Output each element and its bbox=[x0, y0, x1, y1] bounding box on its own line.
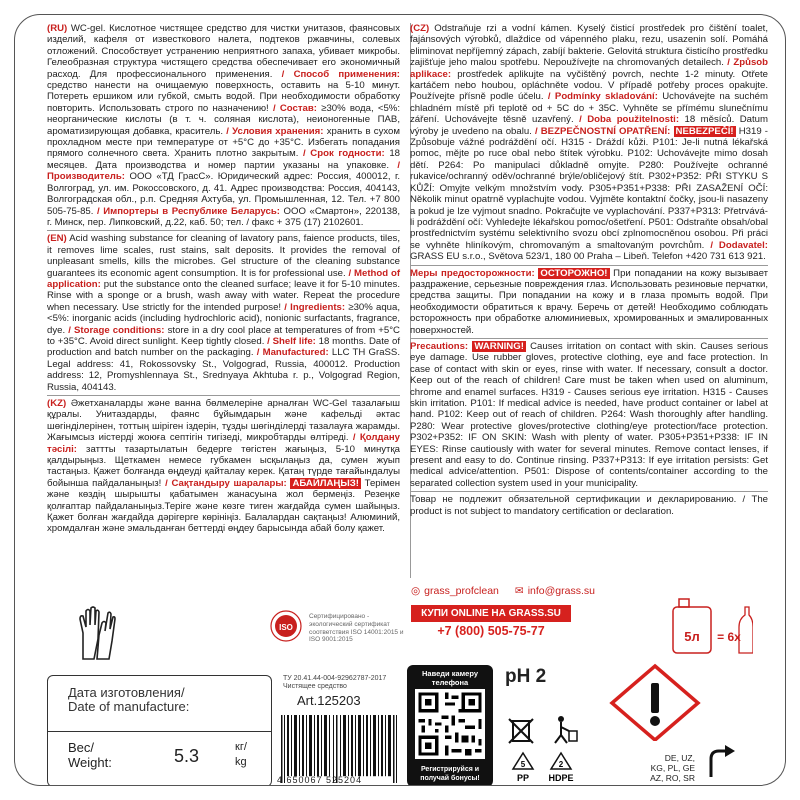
instagram-icon: ◎ bbox=[411, 585, 421, 597]
iso-certification-seal bbox=[269, 609, 303, 659]
weight-divider bbox=[48, 731, 271, 732]
recycling-marks bbox=[503, 705, 603, 785]
product-label bbox=[14, 14, 786, 786]
canister-to-bottles-icon bbox=[671, 597, 753, 655]
ru-precautions: Меры предосторожности: ОСТОРОЖНО! При попадании на кожу вызывает раздражение, серьезные повреждения глаз. Использовать резиновые перчатки, средства защиты. При попадании на кожу и в глаза промыть водой. При необходимости обратиться к врачу. Беречь от детей! Необходимо соблюдать осторожность при обработке алюминиевых, хромированных и эмалированных поверхностей. bbox=[410, 265, 768, 336]
hdpe-number: 2 bbox=[558, 760, 564, 769]
phone-number: +7 (800) 505-75-77 bbox=[437, 624, 545, 638]
barcode bbox=[277, 715, 407, 783]
tidy-man-icon bbox=[555, 716, 577, 743]
en-precautions: Precautions: WARNING! Causes irritation on contact with skin. Causes serious eye damage. Use rubber gloves, protective clothing, eye and face protection. In case of contact with skin or eyes, rinse with water. If necessary, consult a doctor. Keep out of the reach of children! Care must be taken when used on aluminum, chrome and enamel surfaces. H319 - Causes serious eye irritation. H315 - Causes skin irritation. P101: If medical advice is needed, have product container or label at hand. P102: Keep out of reach of children. P264: Wash thoroughly after handling. P280: Wear protective gloves/protective clothing/eye protection/face protection. P302+P352: IF ON SKIN: Wash with plenty of water. P305+P351+P338: IF IN EYES: Rinse cautiously with water for several minutes. Remove contact lenses, if present and easy to do. Continue rinsing. P337+P313: If eye irritation persists: Get medical advice/attention. P501: Dispose of contents/container according to the separated collection system used in your municipality. bbox=[410, 338, 768, 489]
en-section: (EN) Acid washing substance for cleaning of lavatory pans, faience products, tiles, it removes lime scales, rust stains, salt deposits. It provides the removal of unpleasant smells, kills the microbes. Gel structure of the cleaning substance guarantees its economic agent consumption. It is for professional use. / Method of application: put the substance onto the cleaned surface; leave it for 5-10 minutes. Rinse with a sponge or a brush, wash away with water. Repeat the procedure when necessary. Use strictly for the intended purpose! / Ingredients: ≥30% aqua, <5%: inorganic acids (including hydrochloric acid), nonionic surfactants, fragrance, dye. / Storage conditions: store in a dry cool place at temperatures of from +5°C to +35°C. Avoid direct sunlight. Keep tightly closed. / Shelf life: 18 months. Date of production and batch number on the packaging. / Manufactured: LLC TH GraSS. Legal address: 41, Rokossovsky St., Volgograd, Russia, 400012. Production address: 12, Promyshlennaya St., Srednyaya Akhtuba r. p., Volgograd Region, Russia, 404143. bbox=[47, 230, 400, 393]
qr-code[interactable] bbox=[415, 689, 485, 759]
volume-text: 5л bbox=[684, 629, 700, 644]
barcode-number: 4 650067 525204 bbox=[277, 775, 363, 785]
ph-value: pH 2 bbox=[505, 666, 547, 687]
left-column bbox=[47, 23, 400, 537]
weight-value: 5.3 bbox=[174, 746, 200, 766]
buy-online-box bbox=[411, 605, 571, 645]
right-column bbox=[410, 23, 768, 519]
weight-unit: кг/ kg bbox=[235, 741, 247, 768]
gloves-icon bbox=[77, 605, 117, 661]
trash-bin-icon bbox=[509, 719, 533, 743]
article-number: Art.125203 bbox=[297, 693, 361, 708]
manufacture-date-label: Дата изготовления/ Date of manufacture: bbox=[68, 685, 190, 714]
hdpe-label: HDPE bbox=[548, 773, 574, 783]
icons-row bbox=[47, 605, 404, 665]
certificate-text: Сертифицировано - экологический сертификат соответствия ISO 14001:2015 и ISO 9001:2015 bbox=[309, 613, 404, 644]
iso-seal-text: ISO bbox=[279, 623, 293, 632]
hdpe-recycle-icon bbox=[548, 753, 573, 783]
cz-section: (CZ) Odstraňuje rzi a vodní kámen. Kyselý čisticí prostředek pro čištění toalet, fajánsových výrobků, dlaždice od vápenného plaku, rezu, usazenin solí. Pomáhá eliminovat nepříjemný zápach, zabíjí bakterie. Gelovitá struktura čisticího prostředku zajišťuje jeho malou spotřebu. Nepoužívejte na chromovaných detailech. / Způsob aplikace: prostředek aplikujte na vyčištěný povrch, nechte 1-2 minuty. Otřete kartáčem nebo houbou, opláchněte vodou. V případě potřeby proces opakujte. Používejte přísně podle účelu. / Podmínky skladování: Uchovávejte na suchém chladném místě při teplotě od + 5C do + 35C. Vyhněte se přímému slunečnímu záření. Uchovávejte těsně uzavřený. / Doba použitelnosti: 18 měsíců. Datum výroby je uvedeno na obalu. / BEZPEČNOSTNÍ OPATŘENÍ: NEBEZPEČÍ! H319 - Způsobuje vážné podráždění očí. H315 - Dráždí kůži. P101: Je-li nutná lékařská pomoc, mějte po ruce obal nebo štítek výrobku. P102: Uchovávejte mimo dosah dětí. P264: Po manipulaci důkladně omyjte. P280: Používejte ochranné rukavice/ochranný oděv/ochranné brýle/obličejový štít. P302+P352: PŘI STYKU S KŮŽÍ: Omyjte velkým množstvím vody. P305+P351+P338: PŘI ZASAŽENÍ OČÍ: Několik minut opatrně vyplachujte vodou. Vyjměte kontaktní čočky, jsou-li nasazeny a pokud je lze vyjmout snadno. Pokračujte ve vyplachování. P337+P313: Přetrvává-li podráždění očí: Vyhledejte lékařskou pomoc/ošetření. P501: Odstraňte obsah/obal prostřednictvím systému selektivního svozu obcí zplnomocněnou osobou. Při práci se vyhněte hliníkovým, chromovaným a smaltovaným povrchům. / Dodavatel: GRASS EU s.r.o., Světova 523/1, 180 00 Praha – Libeň. Telefon +420 731 613 921. bbox=[410, 23, 769, 263]
ru-section: (RU) WC-gel. Кислотное чистящее средство для чистки унитазов, фаянсовых изделий, кафеля от известкового налета, подтеков ржавчины, солевых отложений. Способствует устранению неприятного запаха, убивает микробы. Гелеобразная структура чистящего средства обеспечивает его экономичный расход. Для профессионального применения. / Способ применения: средство нанести на очищаемую поверхность, оставить на 5-10 минут. Потереть ершиком или губкой, смыть водой. При необходимости обработку повторить. Использовать строго по назначению! / Состав: ≥30% вода, <5%: неорганические кислоты (в т. ч. соляная кислота), неионогенные ПАВ, ароматизирующая добавка, краситель. / Условия хранения: хранить в сухом прохладном месте при температуре от +5°С до +35°С. Избегать попадания прямого солнечного света. Хранить плотно закрытым. / Срок годности: 18 месяцев. Дата производства и номер партии указаны на упаковке. / Производитель: ООО «ТД ГрасС». Юридический адрес: Россия, 400012, г. Волгоград, ул. им. Рокоссовского, д. 41. Адрес производства: Россия, 404143, Волгоградская обл., р.п. Средняя Ахтуба, ул. Промышленная, 12. Тел. +7 800 505-75-85. / Импортеры в Республике Беларусь: ООО «Смартон», 220138, г. Минск, пер. Липковский, д.22, каб. 50; тел. / факс + 375 (17) 2102601. bbox=[47, 23, 401, 228]
buy-online-banner: КУПИ ONLINE НА GRASS.SU bbox=[411, 605, 571, 622]
manufacture-box bbox=[47, 675, 272, 786]
ghs-exclamation-icon bbox=[609, 663, 701, 741]
countries-list: DE, UZ, KG, PL, GE AZ, RO, SR bbox=[650, 753, 695, 783]
curved-arrow-icon bbox=[705, 745, 735, 781]
qr-footer: Регистрируйся и получай бонусы! bbox=[420, 766, 480, 782]
social-handle: grass_profclean bbox=[424, 585, 499, 597]
pp-number: 5 bbox=[520, 760, 526, 769]
pp-recycle-icon bbox=[513, 753, 533, 783]
multiplier-text: = 6x bbox=[717, 630, 741, 644]
kz-section: (KZ) Әжетханаларды және ванна бөлмелеріне арналған WC-Gel тазалағыш құралы. Унитаздарды, фаянс бұйымдарын және кафельді әктас шөгінділерінен, тоттың шіріген іздерін, тұзды шөгінділерді тазалауға жарамды. Жағымсыз иістерді жоюға септігін тигізеді, микробтарды өлтіреді. / Қолдану тәсілі: заттты тазартылатын бедерге төгістен жағыңыз, 5-10 минутқа қалдырыңыз. Щеткамен немесе губкамен ысқылаңыз да, сумен жуып тастаңыз. Қажет болғанда өңдеуді қайталау керек. Қатаң түрде тағайындалуы бойынша пайдаланыңыз! / Сақтандыру шаралары: АБАЙЛАҢЫЗ! Терімен және көздің шырышты қабатымен жанасуына жол бермеңіз. Резеңке қолғаптар пайдаланыңыз.Теріге және көзге тиген жағдайда сумен шайыңыз. Қажет болған жағдайда дәрігерге көрініңіз. Балалардан сақтаңыз! Алюминий, хромдалған және эмальданған беттерді өңдеу барысында абай болу қажет. bbox=[47, 395, 400, 535]
email-icon: ✉ bbox=[514, 585, 524, 597]
tu-spec: ТУ 20.41.44-004-92962787-2017 Чистящее средство bbox=[283, 675, 387, 690]
qr-block bbox=[407, 665, 493, 786]
certification-note: Товар не подлежит обязательной сертификации и декларированию. / The product is not subject to mandatory certification or declaration. bbox=[410, 491, 768, 517]
contacts-row bbox=[411, 585, 595, 597]
weight-label: Вес/ Weight: bbox=[68, 740, 112, 770]
email-text: info@grass.su bbox=[527, 585, 595, 597]
pp-label: PP bbox=[516, 773, 530, 783]
qr-title: Наведи камеру телефона bbox=[421, 669, 479, 687]
